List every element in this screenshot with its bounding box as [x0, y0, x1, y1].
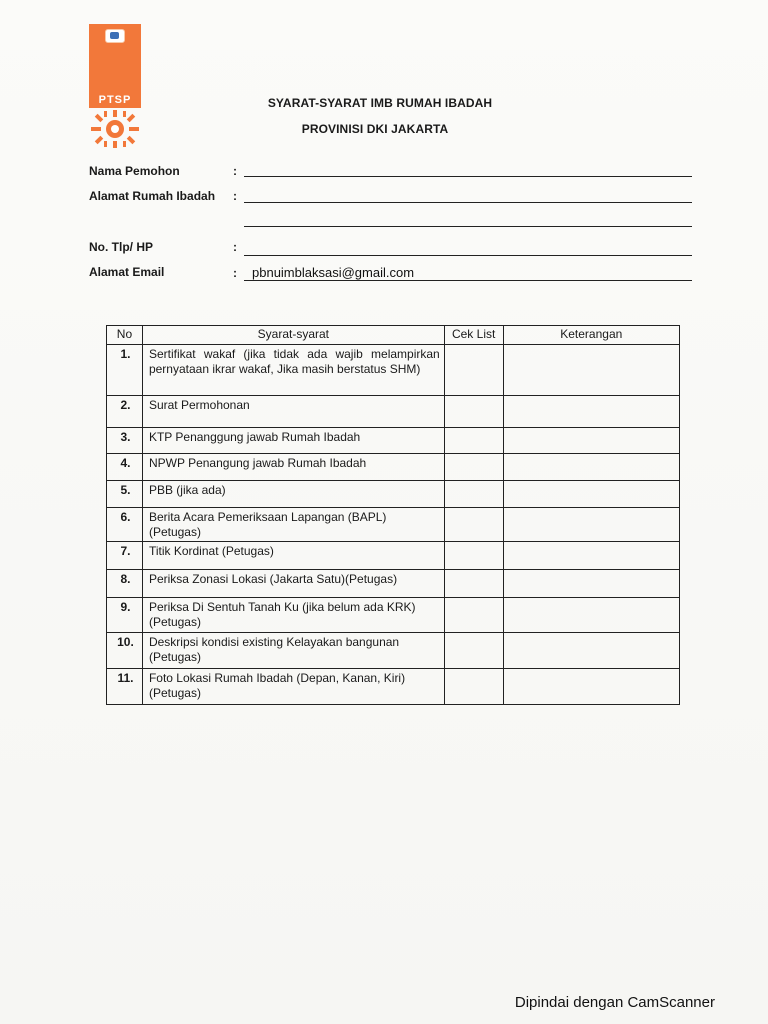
row-note[interactable] [503, 570, 679, 598]
table-row [107, 669, 680, 705]
row-note[interactable] [503, 669, 679, 705]
field-line-nama[interactable] [244, 176, 692, 177]
colon: : [233, 266, 237, 280]
field-line-email[interactable] [244, 280, 692, 281]
header-syarat: Syarat-syarat [142, 326, 444, 345]
field-label-email: Alamat Email [89, 265, 165, 279]
header-cek-list: Cek List [444, 326, 503, 345]
field-line-alamat[interactable] [244, 202, 692, 203]
row-no: 5. [107, 481, 143, 508]
table-row [107, 454, 680, 481]
row-note[interactable] [503, 633, 679, 669]
row-requirement: Deskripsi kondisi existing Kelayakan bangunan (Petugas) [142, 633, 444, 669]
camscanner-watermark: Dipindai dengan CamScanner [514, 994, 715, 1011]
row-requirement: Surat Permohonan [142, 396, 444, 428]
row-checkbox[interactable] [444, 669, 503, 705]
row-no: 3. [107, 428, 143, 454]
dki-emblem-icon [105, 29, 125, 43]
row-requirement: NPWP Penangung jawab Rumah Ibadah [142, 454, 444, 481]
row-no: 10. [107, 633, 143, 669]
table-row [107, 481, 680, 508]
sun-pattern-icon [89, 110, 141, 148]
row-note[interactable] [503, 481, 679, 508]
field-label-alamat: Alamat Rumah Ibadah [89, 189, 216, 203]
header-no: No [107, 326, 143, 345]
row-no: 1. [107, 345, 143, 396]
ptsp-logo [89, 24, 141, 148]
field-label-telp: No. Tlp/ HP [89, 240, 153, 254]
field-line-telp[interactable] [244, 255, 692, 256]
row-requirement: KTP Penanggung jawab Rumah Ibadah [142, 428, 444, 454]
colon: : [233, 189, 237, 203]
row-note[interactable] [503, 345, 679, 396]
row-note[interactable] [503, 508, 679, 542]
row-requirement: Sertifikat wakaf (jika tidak ada wajib melampirkan pernyataan ikrar wakaf, Jika masih berstatus SHM) [142, 345, 444, 396]
row-checkbox[interactable] [444, 508, 503, 542]
row-checkbox[interactable] [444, 570, 503, 598]
row-checkbox[interactable] [444, 396, 503, 428]
row-checkbox[interactable] [444, 481, 503, 508]
row-no: 8. [107, 570, 143, 598]
colon: : [233, 240, 237, 254]
row-checkbox[interactable] [444, 345, 503, 396]
table-row [107, 633, 680, 669]
table-row [107, 570, 680, 598]
row-requirement: Periksa Zonasi Lokasi (Jakarta Satu)(Petugas) [142, 570, 444, 598]
table-row [107, 542, 680, 570]
row-no: 2. [107, 396, 143, 428]
table-row [107, 428, 680, 454]
row-requirement: Periksa Di Sentuh Tanah Ku (jika belum ada KRK)(Petugas) [142, 598, 444, 633]
row-no: 4. [107, 454, 143, 481]
logo-text: PTSP [89, 92, 141, 108]
field-line-alamat-2[interactable] [244, 226, 692, 227]
row-no: 7. [107, 542, 143, 570]
requirements-table [106, 325, 680, 705]
header-keterangan: Keterangan [503, 326, 679, 345]
row-requirement: Berita Acara Pemeriksaan Lapangan (BAPL) (Petugas) [142, 508, 444, 542]
row-requirement: Foto Lokasi Rumah Ibadah (Depan, Kanan, Kiri)(Petugas) [142, 669, 444, 705]
row-note[interactable] [503, 428, 679, 454]
table-header-row [107, 326, 680, 345]
row-note[interactable] [503, 396, 679, 428]
row-checkbox[interactable] [444, 598, 503, 633]
row-requirement: PBB (jika ada) [142, 481, 444, 508]
document-title: SYARAT-SYARAT IMB RUMAH IBADAH [267, 96, 493, 110]
field-label-nama: Nama Pemohon [89, 164, 180, 178]
row-checkbox[interactable] [444, 542, 503, 570]
row-checkbox[interactable] [444, 428, 503, 454]
row-checkbox[interactable] [444, 454, 503, 481]
table-row [107, 345, 680, 396]
row-checkbox[interactable] [444, 633, 503, 669]
table-row [107, 396, 680, 428]
row-note[interactable] [503, 454, 679, 481]
colon: : [233, 164, 237, 178]
table-row [107, 598, 680, 633]
row-note[interactable] [503, 542, 679, 570]
row-no: 6. [107, 508, 143, 542]
table-row [107, 508, 680, 542]
row-no: 9. [107, 598, 143, 633]
document-subtitle: PROVINISI DKI JAKARTA [301, 122, 449, 136]
row-note[interactable] [503, 598, 679, 633]
row-requirement: Titik Kordinat (Petugas) [142, 542, 444, 570]
field-value-email: pbnuimblaksasi@gmail.com [252, 265, 415, 280]
row-no: 11. [107, 669, 143, 705]
